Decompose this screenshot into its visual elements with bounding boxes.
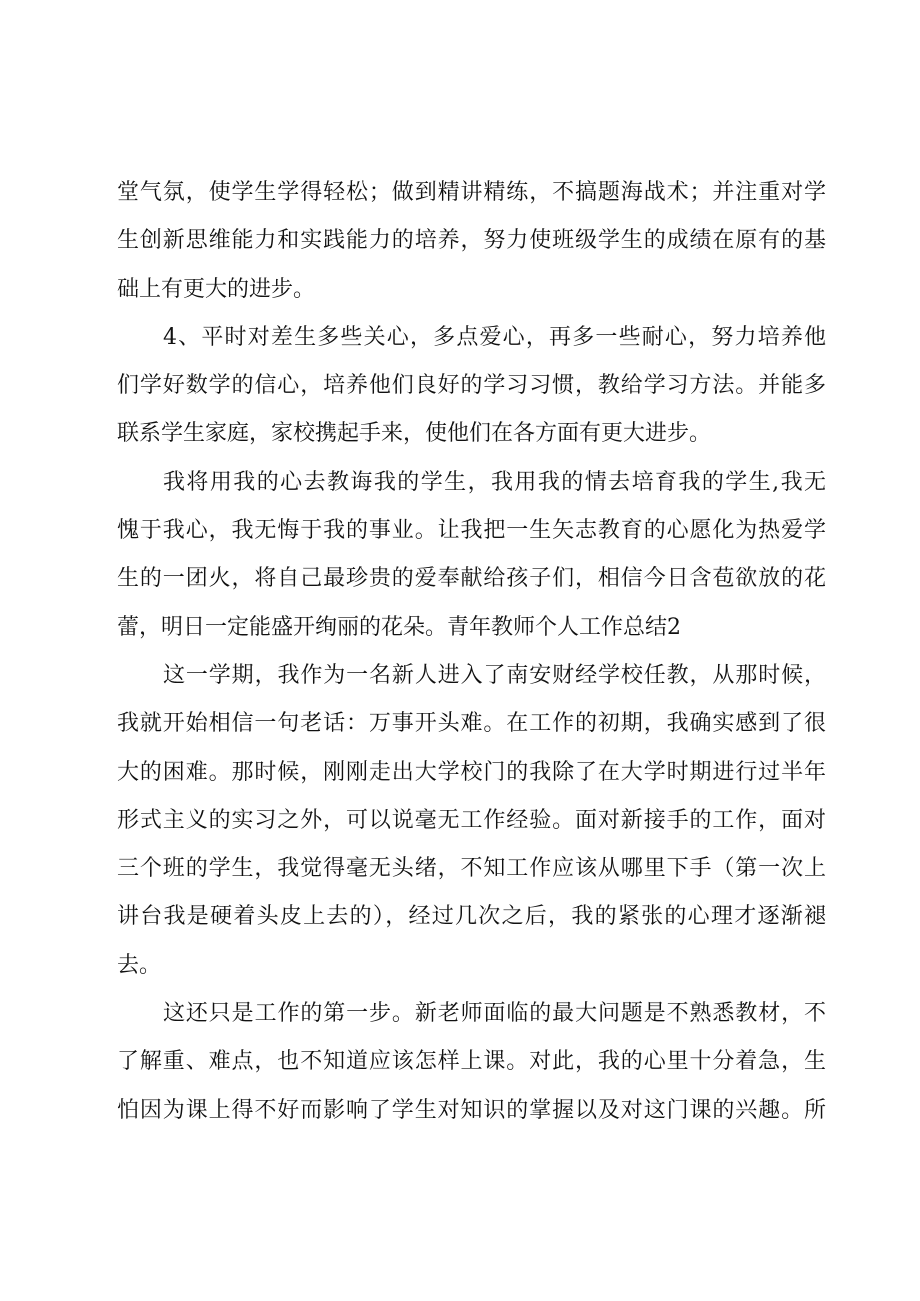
paragraph-5: [117, 990, 826, 1135]
text-line: 们学好数学的信心，培养他们良好的学习习惯，教给学习方法。并能多: [117, 373, 826, 399]
text-line: 怕因为课上得不好而影响了学生对知识的掌握以及对这门课的兴趣。所: [117, 1097, 826, 1123]
text-line: 4、平时对差生多些关心，多点爱心，再多一些耐心，努力培养他: [163, 324, 826, 350]
text-line: 础上有更大的进步。: [117, 276, 316, 302]
text-line: 生的一团火，将自己最珍贵的爱奉献给孩子们，相信今日含苞欲放的花: [117, 566, 826, 592]
paragraph-2: [117, 314, 826, 459]
text-line: 这还只是工作的第一步。新老师面临的最大问题是不熟悉教材，不: [163, 1001, 826, 1027]
text-line: 我就开始相信一句老话：万事开头难。在工作的初期，我确实感到了很: [117, 711, 826, 737]
text-line: 这一学期，我作为一名新人进入了南安财经学校任教，从那时候，: [163, 662, 826, 688]
text-line: 讲台我是硬着头皮上去的），经过几次之后，我的紧张的心理才逐渐褪: [117, 904, 826, 930]
text-line: 大的困难。那时候，刚刚走出大学校门的我除了在大学时期进行过半年: [117, 759, 826, 785]
paragraph-3: [117, 459, 826, 652]
text-line: 愧于我心，我无悔于我的事业。让我把一生矢志教育的心愿化为热爱学: [117, 518, 826, 544]
paragraph-4: [117, 652, 826, 990]
text-line: 联系学生家庭，家校携起手来，使他们在各方面有更大进步。: [117, 421, 712, 447]
text-line: 了解重、难点，也不知道应该怎样上课。对此，我的心里十分着急，生: [117, 1049, 826, 1075]
document-body: [117, 169, 826, 1135]
text-line: 生创新思维能力和实践能力的培养，努力使班级学生的成绩在原有的基: [117, 228, 826, 254]
text-line: 形式主义的实习之外，可以说毫无工作经验。面对新接手的工作，面对: [117, 807, 826, 833]
text-line: 我将用我的心去教诲我的学生，我用我的情去培育我的学生,我无: [163, 469, 826, 495]
text-line: 去。: [117, 952, 162, 978]
text-line: 三个班的学生，我觉得毫无头绪，不知工作应该从哪里下手（第一次上: [117, 856, 826, 882]
paragraph-1: [117, 169, 826, 314]
text-line: 蕾，明日一定能盛开绚丽的花朵。青年教师个人工作总结2: [117, 614, 681, 640]
text-line: 堂气氛，使学生学得轻松；做到精讲精练，不搞题海战术；并注重对学: [117, 180, 826, 205]
